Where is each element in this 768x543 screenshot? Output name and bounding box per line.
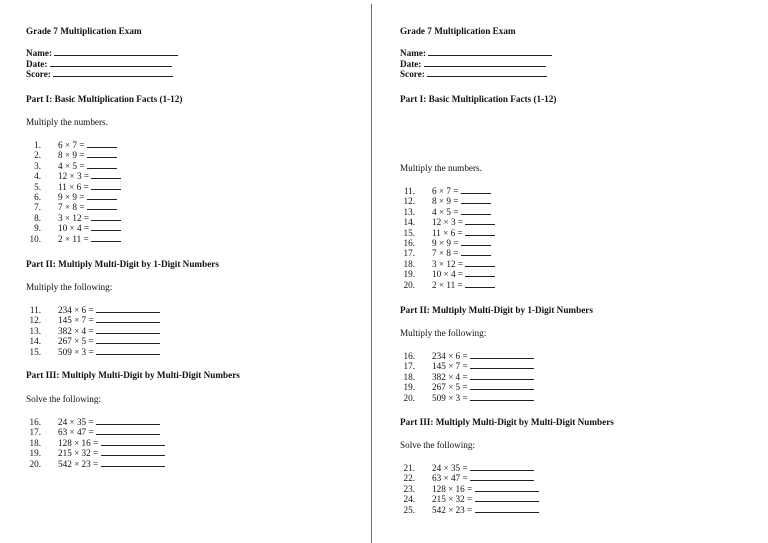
problem-expression: 24 × 35 = [432,463,468,473]
problem-expression: 8 × 9 = [432,196,459,207]
problem-item [26,171,121,181]
problem-number: 24. [403,494,415,505]
answer-blank[interactable] [465,228,495,236]
name-field [400,48,552,59]
problem-number: 20. [403,279,415,290]
answer-blank[interactable] [101,448,165,456]
answer-blank[interactable] [465,217,495,225]
exam-page-left [26,0,366,543]
problem-expression: 10 × 4 = [432,269,464,280]
problem-item [26,347,160,357]
answer-blank[interactable] [87,150,117,158]
problem-expression: 24 × 35 = [58,417,94,427]
problem-item [400,259,495,269]
name-label: Name: [26,48,53,58]
part1-heading: Part I: Basic Multiplication Facts (1-12) [400,94,557,104]
answer-blank[interactable] [470,372,534,380]
problem-item [400,228,495,238]
answer-blank[interactable] [475,505,539,513]
score-blank[interactable] [427,69,547,77]
answer-blank[interactable] [461,207,491,215]
problem-number: 10. [29,233,41,244]
answer-blank[interactable] [96,427,160,435]
score-blank[interactable] [53,69,173,77]
problem-item [26,192,121,202]
problem-expression: 509 × 3 = [58,346,94,357]
problem-expression: 234 × 6 = [58,305,94,315]
student-info-fields [400,48,552,80]
answer-blank[interactable] [465,259,495,267]
part3-problem-list [26,417,165,469]
answer-blank[interactable] [96,326,160,334]
answer-blank[interactable] [87,161,117,169]
exam-title: Grade 7 Multiplication Exam [400,26,516,36]
answer-blank[interactable] [96,315,160,323]
problem-number: 13. [29,325,41,336]
name-label: Name: [400,48,427,58]
problem-number: 8. [34,212,41,223]
answer-blank[interactable] [461,196,491,204]
answer-blank[interactable] [470,463,534,471]
part1-heading: Part I: Basic Multiplication Facts (1-12) [26,94,183,104]
problem-item [400,269,495,279]
problem-item [400,351,534,361]
problem-number: 21. [403,463,415,473]
score-label: Score: [400,69,425,79]
exam-title: Grade 7 Multiplication Exam [26,26,142,36]
answer-blank[interactable] [470,393,534,401]
problem-number: 20. [29,458,41,469]
problem-number: 23. [403,483,415,494]
problem-item [400,463,539,473]
problem-number: 25. [403,504,415,515]
problem-item [400,238,495,248]
problem-number: 18. [403,371,415,382]
problem-expression: 267 × 5 = [432,382,468,393]
problem-number: 18. [403,258,415,269]
part2-problem-list [26,305,160,357]
problem-number: 22. [403,473,415,484]
problem-number: 6. [34,191,41,202]
problem-expression: 542 × 23 = [58,458,99,469]
part1-problem-list [26,140,121,244]
date-blank[interactable] [424,59,546,67]
part1-problem-list [400,186,495,290]
score-field [26,69,178,80]
problem-expression: 6 × 7 = [58,140,85,150]
part2-instruction: Multiply the following: [400,328,487,338]
problem-item [400,361,534,371]
problem-item [400,372,534,382]
problem-number: 19. [403,269,415,280]
problem-item [26,315,160,325]
problem-number: 2. [34,150,41,161]
score-field [400,69,552,80]
answer-blank[interactable] [96,417,160,425]
answer-blank[interactable] [87,140,117,148]
problem-expression: 509 × 3 = [432,392,468,403]
problem-expression: 10 × 4 = [58,223,90,234]
part3-instruction: Solve the following: [400,440,476,450]
part1-instruction: Multiply the numbers. [26,117,108,127]
part1-instruction: Multiply the numbers. [400,163,482,173]
problem-expression: 2 × 11 = [58,233,89,244]
answer-blank[interactable] [470,351,534,359]
problem-expression: 9 × 9 = [58,191,85,202]
answer-blank[interactable] [465,269,495,277]
problem-number: 11. [29,305,41,315]
date-field [400,59,552,70]
problem-expression: 234 × 6 = [432,351,468,361]
answer-blank[interactable] [91,223,121,231]
problem-expression: 145 × 7 = [58,315,94,326]
date-label: Date: [26,58,48,69]
problem-number: 20. [403,392,415,403]
answer-blank[interactable] [96,347,160,355]
problem-number: 15. [403,227,415,238]
problem-item [400,382,534,392]
name-blank[interactable] [54,48,178,56]
problem-item [400,505,539,515]
problem-expression: 145 × 7 = [432,361,468,372]
problem-number: 12. [403,196,415,207]
problem-number: 18. [29,437,41,448]
problem-item [26,182,121,192]
problem-number: 14. [403,217,415,228]
problem-expression: 2 × 11 = [432,279,463,290]
problem-item [26,234,121,244]
answer-blank[interactable] [470,382,534,390]
answer-blank[interactable] [91,213,121,221]
date-field [26,59,178,70]
part2-heading: Part II: Multiply Multi-Digit by 1-Digit Numbers [400,305,593,315]
problem-expression: 4 × 5 = [58,160,85,171]
problem-expression: 128 × 16 = [58,437,99,448]
answer-blank[interactable] [461,248,491,256]
problem-number: 16. [403,237,415,248]
problem-expression: 8 × 9 = [58,150,85,161]
problem-number: 13. [403,206,415,217]
problem-expression: 215 × 32 = [432,494,473,505]
date-label: Date: [400,58,422,69]
problem-item [26,448,165,458]
problem-expression: 3 × 12 = [432,258,464,269]
answer-blank[interactable] [461,238,491,246]
problem-expression: 7 × 8 = [58,202,85,213]
problem-item [400,217,495,227]
answer-blank[interactable] [91,182,121,190]
part3-instruction: Solve the following: [26,394,102,404]
problem-expression: 11 × 6 = [58,181,89,192]
answer-blank[interactable] [87,192,117,200]
problem-number: 19. [29,448,41,459]
part3-heading: Part III: Multiply Multi-Digit by Multi-Digit Numbers [26,370,240,380]
answer-blank[interactable] [101,459,165,467]
problem-item [400,248,495,258]
problem-item [400,280,495,290]
problem-item [26,438,165,448]
answer-blank[interactable] [465,280,495,288]
problem-expression: 3 × 12 = [58,212,90,223]
problem-item [26,427,165,437]
problem-item [26,213,121,223]
exam-page-right [400,0,740,543]
problem-number: 5. [34,181,41,192]
part2-instruction: Multiply the following: [26,282,113,292]
part2-problem-list [400,351,534,403]
problem-item [26,202,121,212]
part3-heading: Part III: Multiply Multi-Digit by Multi-Digit Numbers [400,417,614,427]
problem-expression: 382 × 4 = [58,325,94,336]
problem-item [26,459,165,469]
student-info-fields [26,48,178,80]
problem-item [26,336,160,346]
name-blank[interactable] [428,48,552,56]
problem-item [400,473,539,483]
problem-number: 3. [34,160,41,171]
problem-expression: 12 × 3 = [58,171,90,182]
problem-expression: 63 × 47 = [58,427,94,438]
problem-item [400,196,495,206]
problem-number: 15. [29,346,41,357]
problem-expression: 7 × 8 = [432,248,459,259]
date-blank[interactable] [50,59,172,67]
problem-item [26,140,121,150]
part2-heading: Part II: Multiply Multi-Digit by 1-Digit Numbers [26,259,219,269]
answer-blank[interactable] [96,336,160,344]
problem-expression: 11 × 6 = [432,227,463,238]
answer-blank[interactable] [101,438,165,446]
answer-blank[interactable] [87,202,117,210]
problem-expression: 542 × 23 = [432,504,473,515]
part3-problem-list [400,463,539,515]
problem-expression: 4 × 5 = [432,206,459,217]
problem-item [26,223,121,233]
problem-expression: 12 × 3 = [432,217,464,228]
problem-number: 11. [403,186,415,196]
name-field [26,48,178,59]
problem-number: 17. [403,248,415,259]
problem-number: 17. [29,427,41,438]
problem-number: 17. [403,361,415,372]
problem-expression: 9 × 9 = [432,237,459,248]
problem-expression: 6 × 7 = [432,186,459,196]
answer-blank[interactable] [470,473,534,481]
score-label: Score: [26,69,51,79]
page-divider [371,4,372,543]
answer-blank[interactable] [91,234,121,242]
problem-number: 7. [34,202,41,213]
answer-blank[interactable] [91,171,121,179]
problem-expression: 382 × 4 = [432,371,468,382]
answer-blank[interactable] [470,361,534,369]
problem-item [26,417,165,427]
problem-number: 16. [403,351,415,361]
problem-item [26,150,121,160]
problem-item [400,393,534,403]
problem-number: 19. [403,382,415,393]
problem-item [26,161,121,171]
problem-item [26,305,160,315]
answer-blank[interactable] [475,484,539,492]
problem-number: 4. [34,171,41,182]
problem-item [26,326,160,336]
problem-number: 12. [29,315,41,326]
problem-item [400,186,495,196]
problem-number: 14. [29,336,41,347]
problem-number: 16. [29,417,41,427]
problem-number: 1. [34,140,41,150]
problem-item [400,207,495,217]
answer-blank[interactable] [96,305,160,313]
problem-expression: 63 × 47 = [432,473,468,484]
problem-expression: 128 × 16 = [432,483,473,494]
problem-expression: 267 × 5 = [58,336,94,347]
problem-item [400,484,539,494]
answer-blank[interactable] [461,186,491,194]
answer-blank[interactable] [475,494,539,502]
problem-number: 9. [34,223,41,234]
problem-expression: 215 × 32 = [58,448,99,459]
problem-item [400,494,539,504]
